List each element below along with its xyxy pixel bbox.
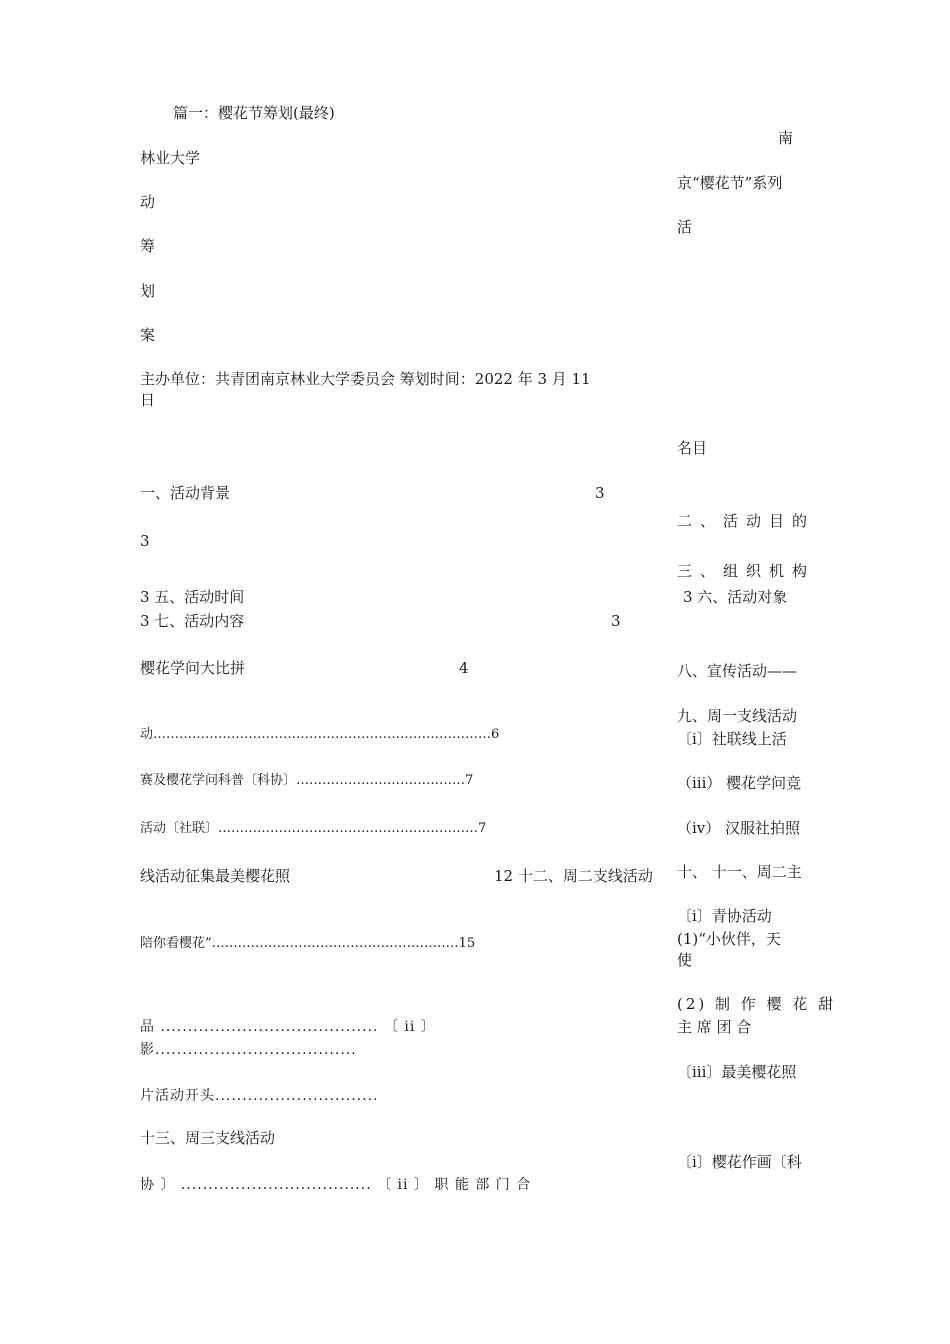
toc-line-xie: 协 〕 ................................... 〔 ii 〕 职 能 部 门 合 (140, 1177, 532, 1193)
toc-item-8: 八、宣传活动—— (677, 662, 798, 680)
title-line-1: 林业大学 (140, 149, 201, 167)
toc-item-1: 一、活动背景 (140, 484, 231, 502)
toc-sub-hanfu: （iv） 汉服社拍照 (677, 819, 801, 837)
toc-line-xian-page: 12 十二、周二支线活动 (494, 867, 653, 885)
toc-item-13: 十三、周三支线活动 (140, 1129, 276, 1147)
title-char-an: 案 (140, 326, 156, 344)
toc-sub-xiaohuoban: (1)“小伙伴，天 (677, 930, 781, 948)
toc-line-sai: 赛及樱花学问科普〔科协〕…………………………………7 (140, 773, 474, 788)
toc-line-pin: 品 ........................................ 〔 ii 〕 (140, 1019, 436, 1035)
title-char-hua: 划 (140, 282, 156, 300)
toc-sub-painting: 〔i〕樱花作画〔科 (677, 1153, 802, 1171)
toc-item-7: 3 七、活动内容 (140, 612, 245, 630)
toc-item-5: 3 五、活动时间 (140, 588, 245, 606)
toc-line-ying: 影..................................... (140, 1042, 357, 1058)
toc-item-10-11: 十、 十一、周二主 (677, 863, 802, 881)
toc-item-9: 九、周一支线活动 (677, 707, 798, 725)
toc-page-number: 3 (140, 532, 150, 550)
title-char-dong: 动 (140, 193, 156, 211)
toc-item-6: 3 六、活动对象 (683, 588, 788, 606)
title-char-huo: 活 (677, 218, 693, 236)
toc-sub-quiz: （iii） 樱花学问竞 (677, 774, 802, 792)
toc-line-pei: 陪你看樱花”…………………………………………………15 (140, 936, 476, 951)
toc-line-xian: 线活动征集最美樱花照 (140, 867, 291, 885)
sponsor-day: 日 (140, 391, 156, 409)
toc-line-huodong: 活动〔社联〕……………………………………………………7 (140, 821, 487, 836)
toc-sub-qingxie: 〔i〕青协活动 (677, 907, 772, 925)
title-char-nan: 南 (778, 129, 794, 147)
toc-sub-shelian: 〔i〕社联线上活 (677, 730, 787, 748)
title-char-chou: 筹 (140, 237, 156, 255)
toc-item-1-page: 3 (595, 484, 605, 502)
toc-item-2: 二、活动目的 (677, 512, 816, 530)
toc-sub-zhuxituan: 主 席 团 合 (677, 1018, 752, 1036)
sponsor-line: 主办单位：共青团南京林业大学委员会 筹划时间：2022 年 3 月 11 (140, 370, 591, 388)
toc-item-quiz-page: 4 (459, 659, 469, 677)
title: 篇一：樱花节筹划(最终) (173, 104, 335, 122)
toc-heading: 名目 (677, 439, 708, 457)
toc-line-dong: 动……………………………………………………………………6 (140, 727, 500, 742)
toc-item-quiz: 樱花学问大比拼 (140, 659, 246, 677)
toc-item-7-page: 3 (611, 612, 621, 630)
toc-line-pian: 片活动开头.............................. (140, 1088, 379, 1104)
toc-item-3: 三、组织机构 (677, 562, 816, 580)
toc-sub-xiaohuoban-cont: 使 (677, 951, 693, 969)
toc-sub-photo: 〔iii〕最美樱花照 (677, 1063, 797, 1081)
title-line-2: 京“樱花节”系列 (677, 174, 783, 192)
toc-sub-dessert: (2) 制 作 樱 花 甜 (677, 995, 837, 1013)
